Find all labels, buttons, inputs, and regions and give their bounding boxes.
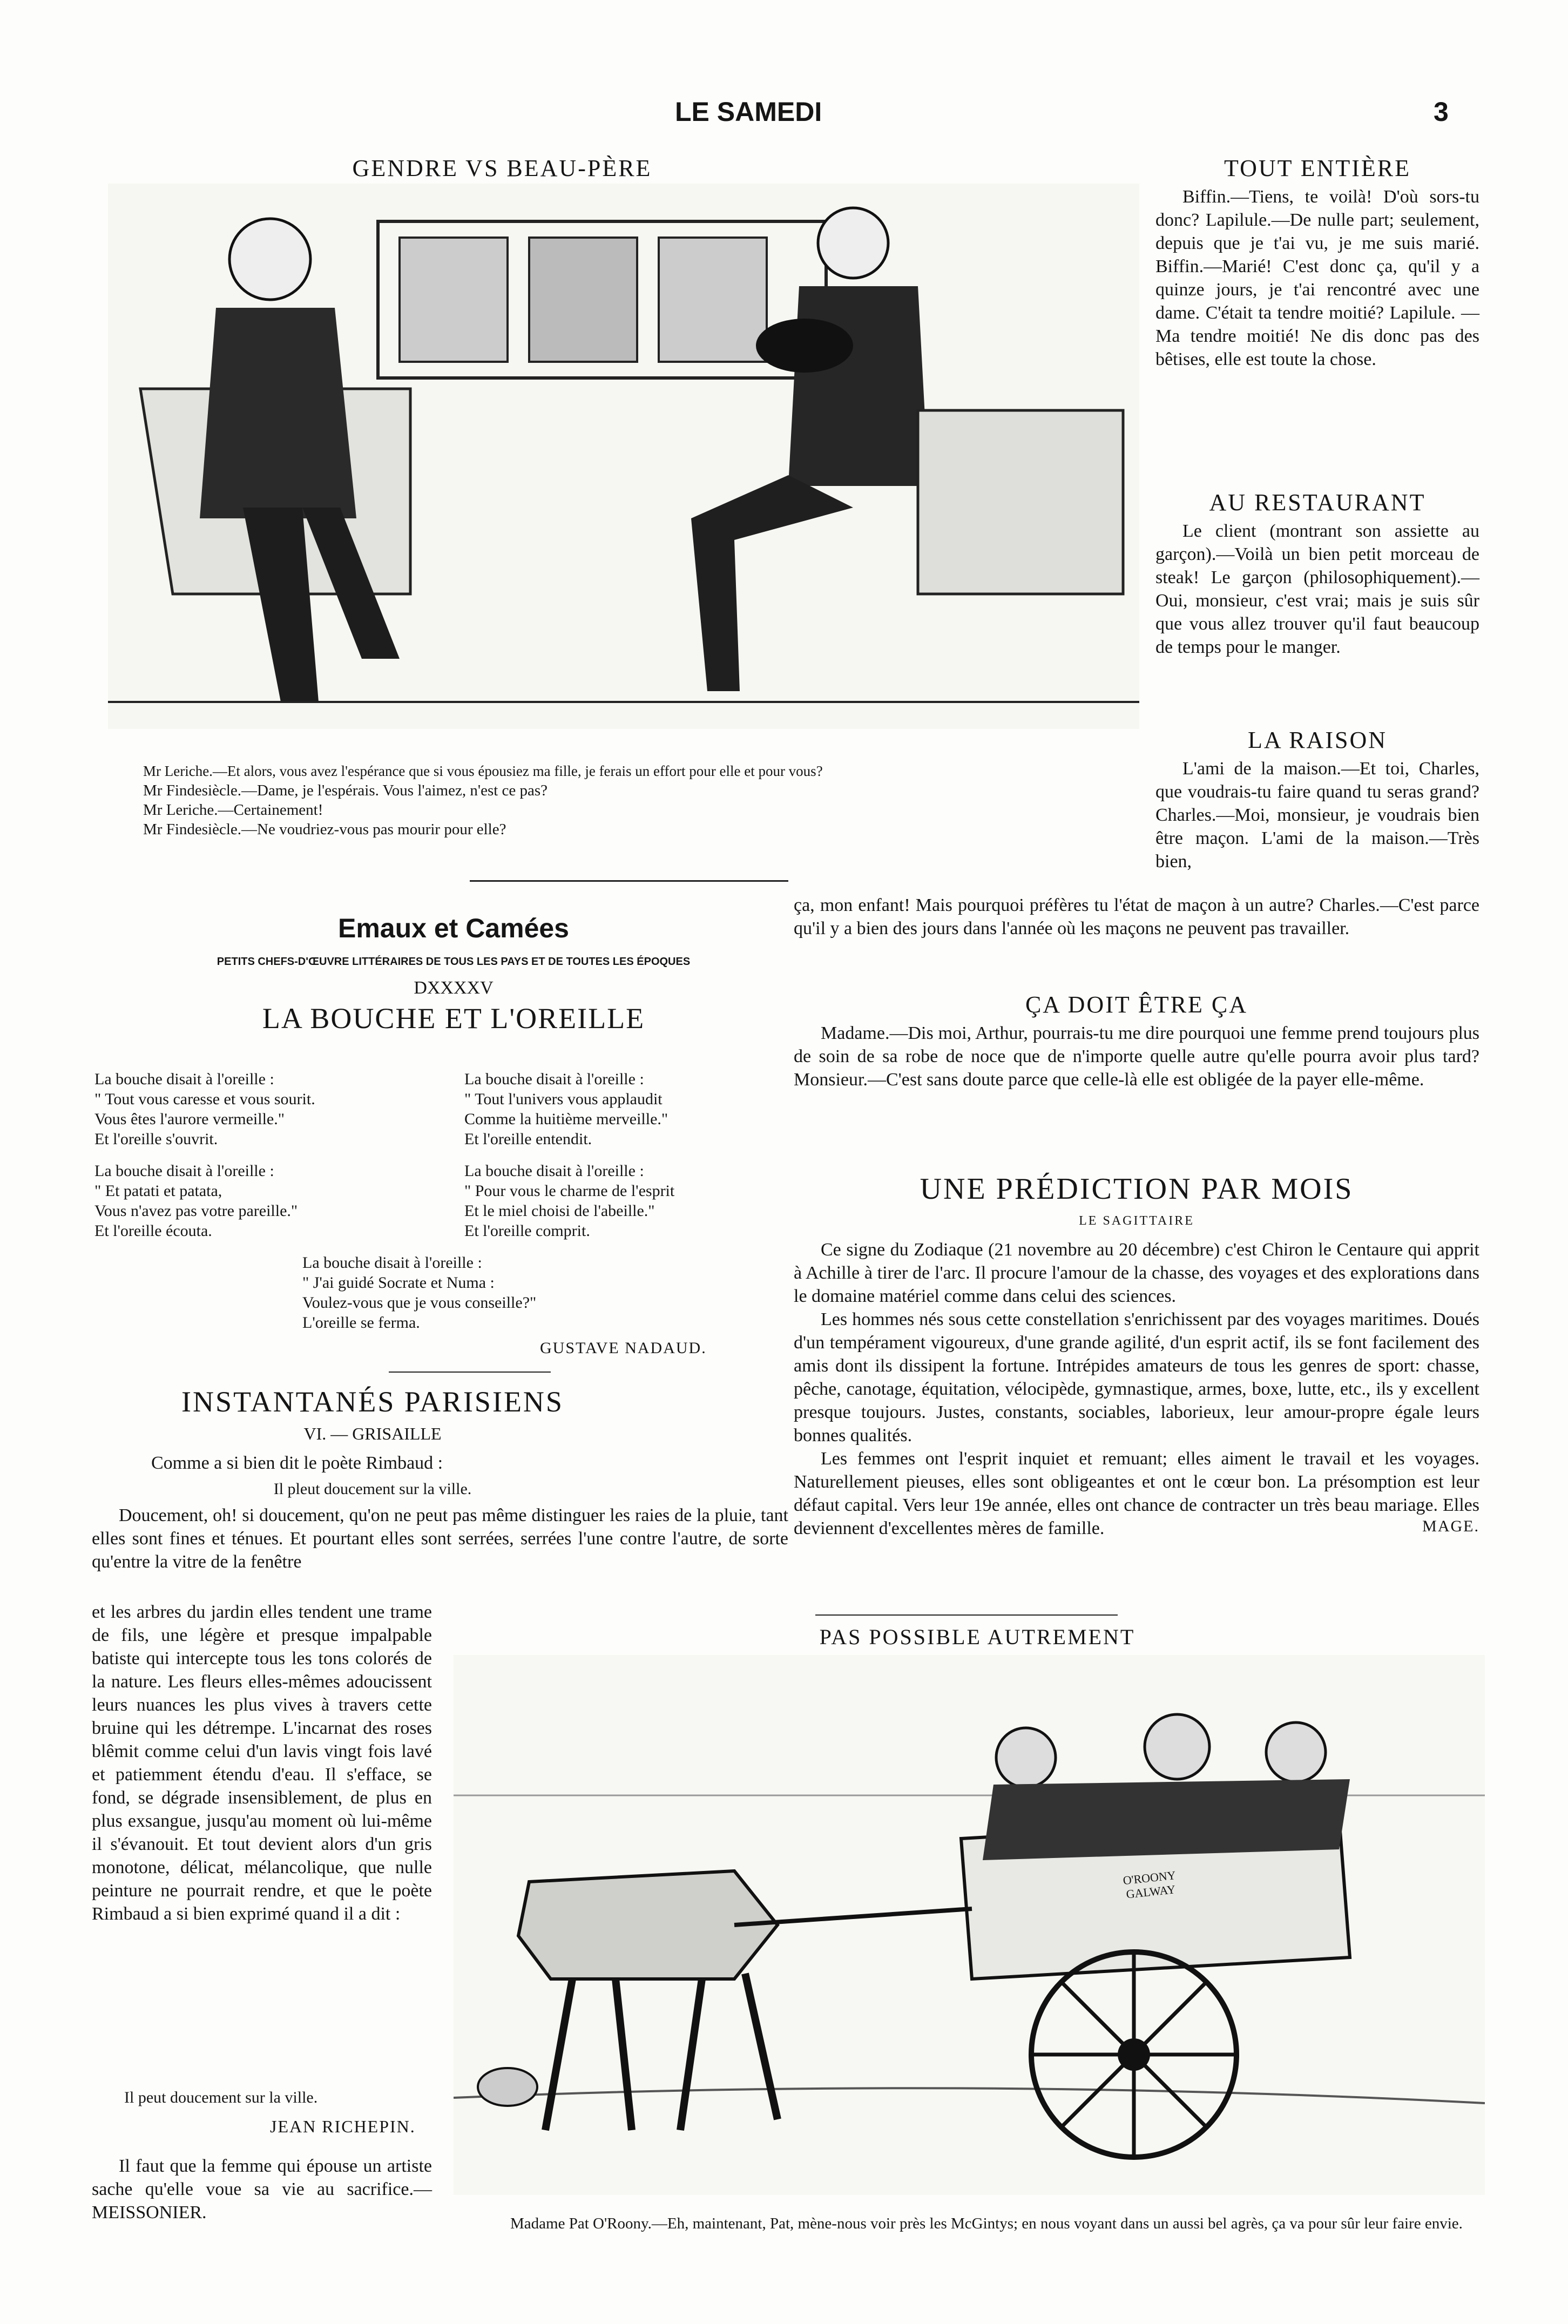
prediction-signature: MAGE. — [1422, 1517, 1479, 1535]
instantanes-author: JEAN RICHEPIN. — [270, 2117, 416, 2136]
prediction-section — [794, 1172, 1479, 1536]
cartoon1-drawing — [108, 184, 1139, 729]
poem-stanza-5: La bouche disait à l'oreille : " J'ai guidé Socrate et Numa : Voulez-vous que je vous conseille?" L'oreille se ferma. — [302, 1254, 537, 1332]
section-divider — [389, 1372, 551, 1373]
ca-doit-text: Madame.—Dis moi, Arthur, pourrais-tu me dire pourquoi une femme prend toujours plus de soin de sa robe de noce que de n'importe quelle autre qu'elle pourra avoir plus tard? Monsieur.—C'est sans doute parce que celle-là elle est obligée de la payer elle-même. — [794, 1023, 1479, 1090]
cartoon1-caption — [143, 761, 1104, 839]
instantanes-paragraph-narrow: et les arbres du jardin elles tendent une trame de fils, une légère et presque impalpable batiste qui intercepte tous les tons colorés de la nature. Les fleurs elles-mêmes adoucissent leurs nuances les plus vives à travers cette bruine qui les détrempe. L'incarnat des roses blêmit comme celui d'un lavis vingt fois lavé et patiemment étendu d'eau. Il s'efface, se fond, se dégrade insensiblement, de plus en plus exsangue, jusqu'au moment où lui-même il s'évanouit. Et tout devient alors d'un gris monotone, délicat, mélancolique, que nulle peinture ne pourrait rendre, et que le poète Rimbaud a si bien exprimé quand il a dit : — [92, 1602, 432, 1924]
poem-stanza-2: La bouche disait à l'oreille : " Tout l'univers vous applaudit Comme la huitième merveille." Et l'oreille entendit. — [464, 1070, 668, 1148]
instantanes-subtitle: VI. — GRISAILLE — [303, 1424, 442, 1443]
prediction-paragraph-3: Les femmes ont l'esprit inquiet et remuant; elles aiment le travail et les voyages. Naturellement pieuses, elles sont obligeantes et ont le cœur bon. La présomption est leur défaut capital. Vers leur 19e année, elles ont chance de contracter un très beau mariage. Elles deviennent d'excellentes mères de famille. — [794, 1449, 1479, 1538]
cartoon2-illustration — [454, 1655, 1485, 2195]
tout-entiere-section — [1155, 154, 1479, 371]
au-restaurant-text: Le client (montrant son assiette au garçon).—Voilà un bien petit morceau de steak! Le garçon (philosophiquement).—Oui, monsieur, c'est vrai; mais je suis sûr que vous allez trouver qu'il faut beaucoup de temps pour le manger. — [1155, 521, 1479, 657]
cartoon1-title: GENDRE VS BEAU-PÈRE — [352, 155, 652, 181]
emaux-section — [119, 913, 788, 1035]
poem-author: GUSTAVE NADAUD. — [540, 1339, 707, 1357]
cartoon2-drawing — [454, 1655, 1485, 2195]
prediction-paragraph-2: Les hommes nés sous cette constellation s'enrichissent par des voyages maritimes. Doués d'un tempérament vigoureux, d'une grande agilité, d'un esprit actif, ils se font facilement des amis dont ils dissipent la fortune. Intrépides amateurs de tous les genres de sport: chasse, pêche, canotage, équitation, vélocipède, gymnastique, armes, boxe, lutte, etc., ils y excellent presque toujours. Justes, constants, sociables, laborieux, leur amour-propre égale leurs bonnes qualités. — [794, 1309, 1479, 1445]
instantanes-intro: Comme a si bien dit le poète Rimbaud : — [151, 1453, 443, 1473]
caption-line: Mr Findesiècle.—Ne voudriez-vous pas mourir pour elle? — [143, 821, 506, 838]
instantanes-section — [92, 1385, 788, 1573]
au-restaurant-title: AU RESTAURANT — [1209, 489, 1426, 516]
caption-line: Mr Leriche.—Certainement! — [143, 801, 323, 819]
au-restaurant-section — [1155, 489, 1479, 659]
caption-line: Mr Leriche.—Et alors, vous avez l'espérance que si vous épousiez ma fille, je ferais un effort pour elle et pour vous? — [143, 763, 823, 779]
cartoon2-caption: Madame Pat O'Roony.—Eh, maintenant, Pat, mène-nous voir près les McGintys; en nous voyant dans un aussi bel agrès, ça va pour sûr leur faire envie. — [510, 2215, 1463, 2232]
cartoon1-illustration — [108, 184, 1139, 729]
section-divider — [815, 1614, 1118, 1616]
prediction-paragraph-1: Ce signe du Zodiaque (21 novembre au 20 décembre) c'est Chiron le Centaure qui apprit à Achille à tirer de l'arc. Il procure l'amour de la chasse, des voyages et des explorations dans le domaine matériel comme dans celui des sciences. — [794, 1240, 1479, 1306]
caption-line: Mr Findesiècle.—Dame, je l'espérais. Vous l'aimez, n'est ce pas? — [143, 782, 548, 799]
instantanes-quote-2: Il peut doucement sur la ville. — [124, 2089, 318, 2106]
poem-stanza-4: La bouche disait à l'oreille : " Pour vous le charme de l'esprit Et le miel choisi de l'abeille." Et l'oreille comprit. — [464, 1162, 675, 1240]
cart-lettering: O'ROONY GALWAY — [1122, 1868, 1177, 1901]
cartoon2-title: PAS POSSIBLE AUTREMENT — [819, 1625, 1136, 1649]
instantanes-closing: Il faut que la femme qui épouse un artiste sache qu'elle voue sa vie au sacrifice.—MEISSONIER. — [92, 2156, 432, 2222]
instantanes-paragraph-wide: Doucement, oh! si doucement, qu'on ne peut pas même distinguer les raies de la pluie, tant elles sont fines et ténues. Et pourtant elles sont serrées, serrées l'une contre l'autre, de sorte qu'entre la vitre de la fenêtre — [92, 1505, 788, 1572]
emaux-number: DXXXXV — [414, 978, 494, 998]
ca-doit-title: ÇA DOIT ÊTRE ÇA — [1025, 991, 1248, 1018]
tout-entiere-text: Biffin.—Tiens, te voilà! D'où sors-tu donc? Lapilule.—De nulle part; seulement, depuis que je t'ai vu, je me suis marié. Biffin.—Marié! C'est donc ça, qu'il y a quinze jours, je t'ai rencontré avec une dame. C'était ta tendre moitié? Lapilule. — Ma tendre moitié! Ne dis donc pas des bêtises, elle est toute la chose. — [1155, 187, 1479, 369]
emaux-subtitle: PETITS CHEFS-D'ŒUVRE LITTÉRAIRES DE TOUS LES PAYS ET DE TOUTES LES ÉPOQUES — [217, 956, 691, 968]
masthead-title: LE SAMEDI — [675, 97, 822, 127]
instantanes-quote: Il pleut doucement sur la ville. — [273, 1480, 472, 1498]
prediction-title: UNE PRÉDICTION PAR MOIS — [920, 1172, 1354, 1206]
section-divider — [470, 880, 788, 882]
poem-stanza-1: La bouche disait à l'oreille : " Tout vous caresse et vous sourit. Vous êtes l'aurore vermeille." Et l'oreille s'ouvrit. — [94, 1070, 315, 1148]
la-raison-section — [1155, 726, 1479, 873]
la-raison-text: L'ami de la maison.—Et toi, Charles, que voudrais-tu faire quand tu seras grand? Charles.—Moi, monsieur, je voudrais bien être maçon. L'ami de la maison.—Très bien, — [1155, 759, 1479, 872]
poem-title: LA BOUCHE ET L'OREILLE — [262, 1002, 645, 1035]
page-number: 3 — [1434, 97, 1449, 127]
la-raison-title: LA RAISON — [1247, 727, 1388, 753]
la-raison-text-wide: ça, mon enfant! Mais pourquoi préfères tu l'état de maçon à un autre? Charles.—C'est parce qu'il y a bien des jours dans l'année où les maçons ne peuvent pas travailler. — [794, 895, 1479, 938]
poem-stanza-3: La bouche disait à l'oreille : " Et patati et patata, Vous n'avez pas votre pareille." Et l'oreille écouta. — [94, 1162, 298, 1240]
instantanes-title: INSTANTANÉS PARISIENS — [181, 1386, 564, 1418]
tout-entiere-title: TOUT ENTIÈRE — [1224, 155, 1411, 181]
emaux-title: Emaux et Camées — [337, 913, 569, 943]
ca-doit-section — [794, 991, 1479, 1091]
prediction-subtitle: LE SAGITTAIRE — [1079, 1214, 1194, 1228]
